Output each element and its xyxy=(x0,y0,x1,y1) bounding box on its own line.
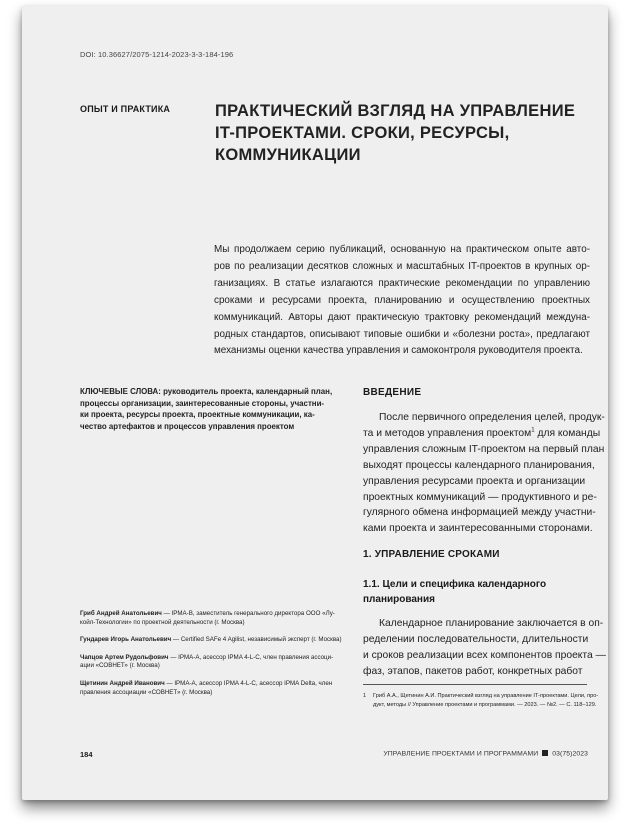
journal-name: УПРАВЛЕНИЕ ПРОЕКТАМИ И ПРОГРАММАМИ xyxy=(383,750,539,758)
page-number: 184 xyxy=(80,750,93,759)
author-entry xyxy=(80,654,352,671)
article-title xyxy=(215,100,585,166)
journal-issue: 03(75)2023 xyxy=(552,750,588,758)
square-separator-icon xyxy=(542,750,548,756)
text-line: гулярного обмена информацией между участни- xyxy=(363,507,596,519)
text-line: ками проекта и заинтересованными сторонами. xyxy=(363,523,593,535)
section-heading: 1. УПРАВЛЕНИЕ СРОКАМИ xyxy=(363,549,500,560)
paper-page xyxy=(22,6,608,800)
keywords-line: чество артефактов и процессов управления проектом xyxy=(80,421,295,431)
author-details: — Certified SAFe 4 Agilist, независимый эксперт (г. Москва) xyxy=(171,636,342,644)
text-line: фаз, этапов, пакетов работ, конкретных работ xyxy=(363,665,583,677)
author-entry xyxy=(80,636,352,645)
subsection-heading xyxy=(363,578,593,607)
author-details: правления ассоциации «СОВНЕТ» (г. Москва) xyxy=(80,688,213,696)
subsection-heading-line: планирования xyxy=(363,593,435,605)
text-line: управления сложным IT-проектом на первый план xyxy=(363,443,605,455)
abstract-line: родных стандартов, описывают типовые ошибки и «болезни роста», предлагают xyxy=(214,328,590,340)
abstract-line: коммуникаций. Авторы дают практическую трактовку рекомендаций междуна- xyxy=(214,311,590,323)
abstract-line: ров по реализации десятков сложных и масштабных IT-проектов в крупных ор- xyxy=(214,260,590,272)
author-name: Гундарев Игорь Анатольевич xyxy=(80,636,172,644)
keywords-line: ки проекта, ресурсы проекта, проектные коммуникации, ка- xyxy=(80,410,315,419)
abstract-line: ганизациях. В статье излагаются практические рекомендации по управлению xyxy=(214,277,590,289)
text-line: После первичного определения целей, продук- xyxy=(379,412,605,423)
footnote-marker[interactable]: 1 xyxy=(531,427,535,434)
title-line: ПРАКТИЧЕСКИЙ ВЗГЛЯД НА УПРАВЛЕНИЕ xyxy=(215,102,576,120)
text-line: Календарное планирование заключается в оп- xyxy=(379,618,604,629)
subsection-heading-line: 1.1. Цели и специфика календарного xyxy=(363,579,547,590)
title-line: КОММУНИКАЦИИ xyxy=(215,146,361,164)
body-text xyxy=(363,616,606,680)
text-line: управления ресурсами проекта и организации xyxy=(363,475,586,487)
author-details: койл-Технологии» по проектной деятельности (г. Москва) xyxy=(80,618,245,626)
keywords-line: процессы организации, заинтересованные стороны, участни- xyxy=(80,398,325,408)
keywords-line: КЛЮЧЕВЫЕ СЛОВА: руководитель проекта, календарный план, xyxy=(80,387,333,396)
abstract-line: Мы продолжаем серию публикаций, основанную на практическом опыте авто- xyxy=(214,244,590,255)
footnote-line: Гриб А.А., Щетинин А.И. Практический взгляд на управление IT-проектами. Цели, про- xyxy=(373,693,599,699)
abstract xyxy=(214,242,590,360)
intro-text xyxy=(363,410,605,537)
footnote-number: 1 xyxy=(363,693,367,699)
footnote-divider xyxy=(363,684,587,685)
text-line: ределении последовательности, длительности xyxy=(363,633,589,645)
title-line: IT-ПРОЕКТАМИ. СРОКИ, РЕСУРСЫ, xyxy=(215,124,510,142)
author-entry xyxy=(80,610,352,627)
footnote-line: дукт, методы // Управление проектами и программами. — 2023. — №2. — С. 118–129. xyxy=(373,701,597,708)
author-name: Чапцов Артем Рудольфович xyxy=(80,653,169,661)
keywords xyxy=(80,386,342,432)
text-line: проектных коммуникаций — продуктивного и ре- xyxy=(363,491,597,503)
footnote xyxy=(363,692,599,709)
author-name: Щетинин Андрей Иванович xyxy=(80,679,165,687)
text-line: выходят процессы календарного планирования, xyxy=(363,459,595,471)
text-line: и сроков реализации всех компонентов проекта — xyxy=(363,649,606,661)
author-details: — IPMA-B, заместитель генерального директора ООО «Лу- xyxy=(161,610,335,617)
author-entry xyxy=(80,680,352,697)
intro-heading: ВВЕДЕНИЕ xyxy=(363,387,422,398)
author-name: Гриб Андрей Анатольевич xyxy=(80,610,162,617)
authors-list xyxy=(80,610,352,706)
journal-footer xyxy=(383,750,588,758)
author-details: ации «СОВНЕТ» (г. Москва) xyxy=(80,662,160,670)
doi: DOI: 10.36627/2075-1214-2023-3-3-184-196 xyxy=(80,50,234,59)
author-details: — IPMA-A, асессор IPMA 4-L-C, член правления ассоци- xyxy=(168,653,334,661)
abstract-line: механизмы оценки качества управления и самоконтроля руководителя проекта. xyxy=(214,345,583,357)
abstract-line: сроками и ресурсами проекта, планированию и осуществлению проектных xyxy=(214,294,590,306)
text-line: та и методов управления проектом xyxy=(363,427,532,439)
text-line: для команды xyxy=(534,427,601,439)
author-details: — IPMA-A, асессор IPMA 4-L-C, асессор IPMA Delta, член xyxy=(164,679,333,687)
section-label: ОПЫТ И ПРАКТИКА xyxy=(80,104,171,114)
